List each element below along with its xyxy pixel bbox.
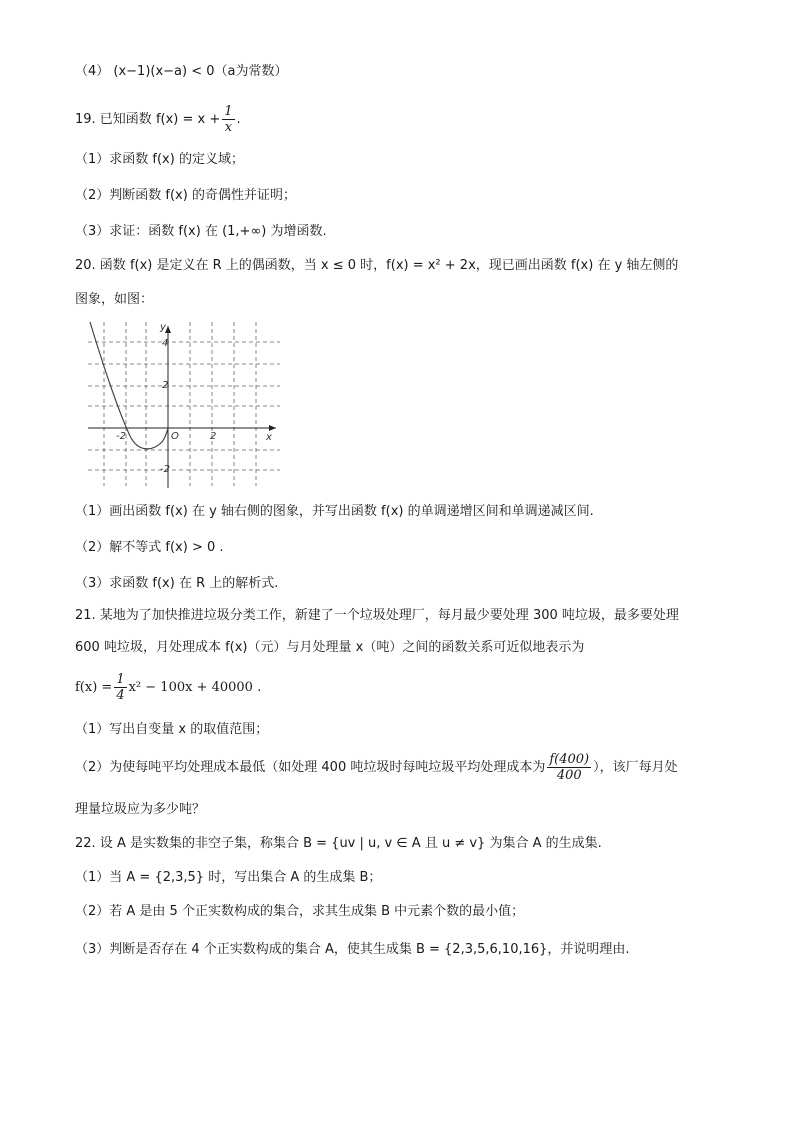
q21-part2-cont: 理量垃圾应为多少吨？ [75, 802, 206, 817]
q20-part2: （2）解不等式 f(x) > 0 . [75, 540, 224, 555]
q21-frac-den: 4 [116, 688, 125, 703]
question-20-cont: 图象，如图： [75, 292, 154, 307]
q21-formula-lhs: f(x) = [75, 680, 113, 695]
q22-part3: （3）判断是否存在 4 个正实数构成的集合 A，使其生成集 B = {2,3,5,6,10,16}，并说明理由. [75, 942, 630, 957]
tick-y-2: 2 [162, 380, 169, 391]
q19-part3: （3）求证：函数 f(x) 在 (1,+∞) 为增函数. [75, 224, 327, 239]
q21-formula [75, 670, 261, 706]
q19-end: . [236, 112, 241, 127]
q21-part2-text: （2）为使每吨平均处理成本最低（如处理 400 吨垃圾时每吨垃圾平均处理成本为 [75, 760, 546, 775]
q21-part2-frac-num: f(400) [549, 752, 590, 767]
tick-x-2: 2 [210, 431, 217, 442]
y-axis-label: y [160, 322, 166, 333]
q21-part2-frac-den: 400 [556, 768, 582, 783]
question-21-cont: 600 吨垃圾，月处理成本 f(x)（元）与月处理量 x（吨）之间的函数关系可近似地表示为 [75, 640, 585, 655]
q22-part2: （2）若 A 是由 5 个正实数构成的集合，求其生成集 B 中元素个数的最小值； [75, 904, 525, 919]
question-21: 21. 某地为了加快推进垃圾分类工作，新建了一个垃圾处理厂，每月最少要处理 300 吨垃圾，最多要处理 [75, 608, 679, 623]
q19-frac-num: 1 [224, 104, 233, 119]
function-graph [84, 318, 284, 490]
q21-part2-fraction [547, 752, 591, 783]
q21-frac-num: 1 [116, 672, 125, 687]
tick-y-neg2: -2 [160, 464, 170, 475]
question-22: 22. 设 A 是实数集的非空子集，称集合 B = {uv | u, v ∈ A 且 u ≠ v} 为集合 A 的生成集. [75, 836, 602, 851]
q19-frac-den: x [224, 120, 233, 135]
q21-part2 [75, 748, 678, 788]
q21-formula-fraction [114, 672, 126, 703]
tick-y-4: 4 [162, 338, 169, 349]
question-20: 20. 函数 f(x) 是定义在 R 上的偶函数，当 x ≤ 0 时，f(x) = x² + 2x，现已画出函数 f(x) 在 y 轴左侧的 [75, 258, 679, 273]
q20-part1: （1）画出函数 f(x) 在 y 轴右侧的图象，并写出函数 f(x) 的单调递增区间和单调递减区间. [75, 504, 594, 519]
q19-fraction [222, 104, 234, 135]
line-q18-4: （4） (x−1)(x−a) < 0（a为常数） [75, 64, 288, 79]
q21-part2-end: ），该厂每月处 [593, 760, 678, 775]
q19-part2: （2）判断函数 f(x) 的奇偶性并证明； [75, 188, 296, 203]
q20-part3: （3）求函数 f(x) 在 R 上的解析式. [75, 576, 279, 591]
q19-text: 19. 已知函数 f(x) = x + [75, 112, 221, 127]
origin-label: O [171, 431, 179, 442]
q19-part1: （1）求函数 f(x) 的定义域； [75, 152, 244, 167]
question-19 [75, 104, 241, 135]
q21-part1: （1）写出自变量 x 的取值范围； [75, 722, 269, 737]
q22-part1: （1）当 A = {2,3,5} 时，写出集合 A 的生成集 B； [75, 870, 382, 885]
curve-left [90, 322, 168, 449]
q21-formula-rhs: x² − 100x + 40000 . [128, 680, 262, 695]
x-axis-arrow [269, 425, 276, 431]
tick-x-neg2: -2 [116, 431, 126, 442]
x-axis-label: x [266, 432, 272, 443]
